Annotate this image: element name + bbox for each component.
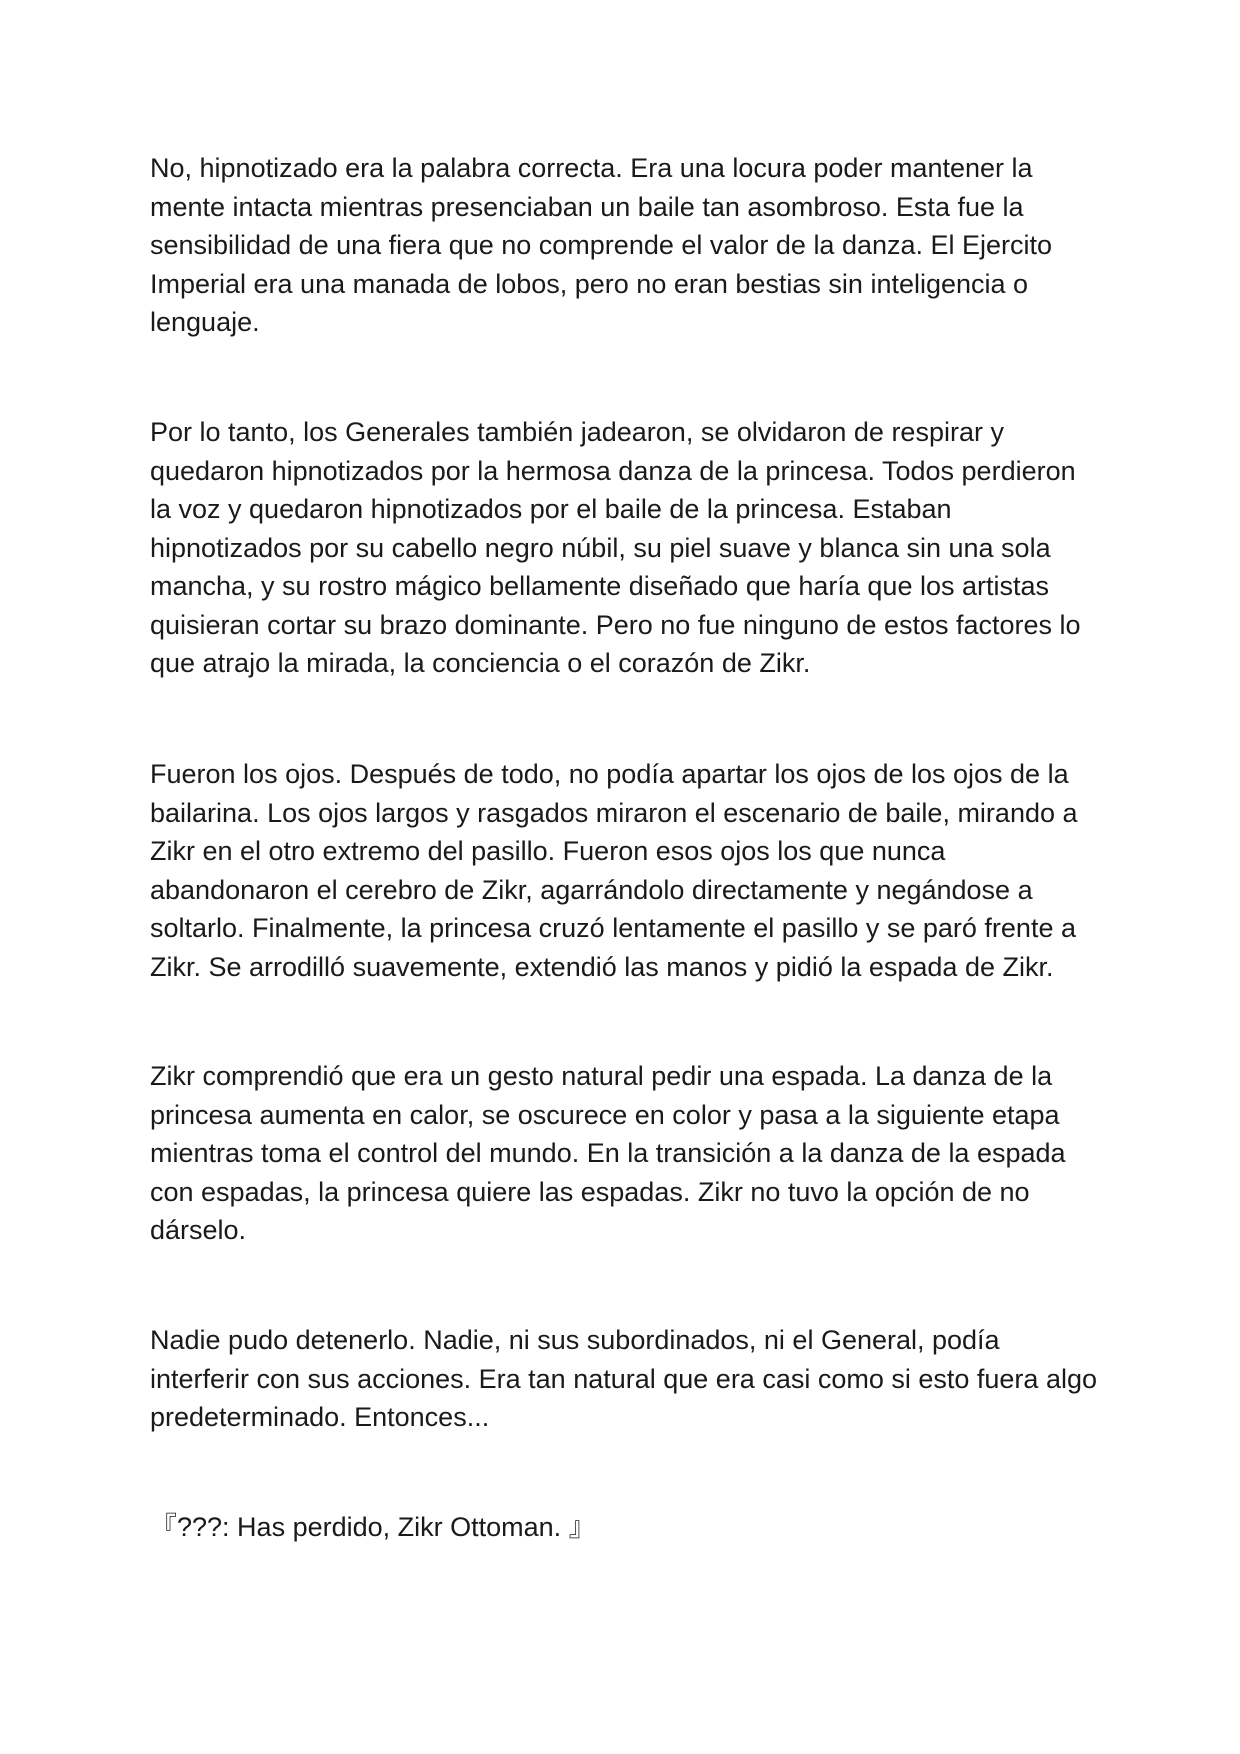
text-line: que atrajo la mirada, la conciencia o el corazón de Zikr.: [150, 648, 811, 678]
text-line: dárselo.: [150, 1215, 247, 1245]
paragraph-5: [150, 1321, 1097, 1437]
text-line: Nadie pudo detenerlo. Nadie, ni sus subordinados, ni el General, podía: [150, 1325, 1000, 1355]
paragraph-4: [150, 1057, 1090, 1250]
paragraph-3: [150, 755, 1090, 986]
text-line: bailarina. Los ojos largos y rasgados miraron el escenario de baile, mirando a: [150, 797, 1078, 828]
text-line: princesa aumenta en calor, se oscurece en color y pasa a la siguiente etapa: [150, 1099, 1060, 1130]
text-line: sensibilidad de una fiera que no comprende el valor de la danza. El Ejercito: [150, 230, 1053, 260]
text-line: la voz y quedaron hipnotizados por el baile de la princesa. Estaban: [150, 494, 952, 524]
text-line: mancha, y su rostro mágico bellamente diseñado que haría que los artistas: [150, 571, 1050, 601]
text-line: abandonaron el cerebro de Zikr, agarrándolo directamente y negándose a: [150, 874, 1033, 905]
text-line: Fueron los ojos. Después de todo, no podía apartar los ojos de los ojos de la: [150, 759, 1069, 789]
text-line: hipnotizados por su cabello negro núbil, su piel suave y blanca sin una sola: [150, 532, 1051, 563]
text-line: Zikr. Se arrodilló suavemente, extendió las manos y pidió la espada de Zikr.: [150, 951, 1054, 982]
text-line: Zikr comprendió que era un gesto natural pedir una espada. La danza de la: [150, 1061, 1053, 1091]
dialogue-text: 『???: Has perdido, Zikr Ottoman. 』: [150, 1512, 596, 1542]
text-line: con espadas, la princesa quiere las espadas. Zikr no tuvo la opción de no: [150, 1176, 1030, 1207]
text-line: Imperial era una manada de lobos, pero no eran bestias sin inteligencia o: [150, 268, 1029, 299]
paragraph-2: [150, 413, 1090, 683]
text-line: interferir con sus acciones. Era tan natural que era casi como si esto fuera algo: [150, 1363, 1097, 1394]
paragraph-1: [150, 149, 1090, 342]
text-line: Por lo tanto, los Generales también jadearon, se olvidaron de respirar y: [150, 417, 1004, 447]
text-line: quisieran cortar su brazo dominante. Pero no fue ninguno de estos factores lo: [150, 609, 1081, 640]
text-line: mente intacta mientras presenciaban un baile tan asombroso. Esta fue la: [150, 191, 1024, 222]
text-line: quedaron hipnotizados por la hermosa danza de la princesa. Todos perdieron: [150, 455, 1076, 486]
text-line: lenguaje.: [150, 307, 260, 337]
text-line: mientras toma el control del mundo. En la transición a la danza de la espada: [150, 1138, 1066, 1168]
text-line: No, hipnotizado era la palabra correcta. Era una locura poder mantener la: [150, 153, 1033, 183]
text-line: Zikr en el otro extremo del pasillo. Fueron esos ojos los que nunca: [150, 836, 946, 866]
dialogue-line: [150, 1508, 1090, 1547]
text-line: predeterminado. Entonces...: [150, 1402, 490, 1432]
text-line: soltarlo. Finalmente, la princesa cruzó lentamente el pasillo y se paró frente a: [150, 913, 1076, 943]
